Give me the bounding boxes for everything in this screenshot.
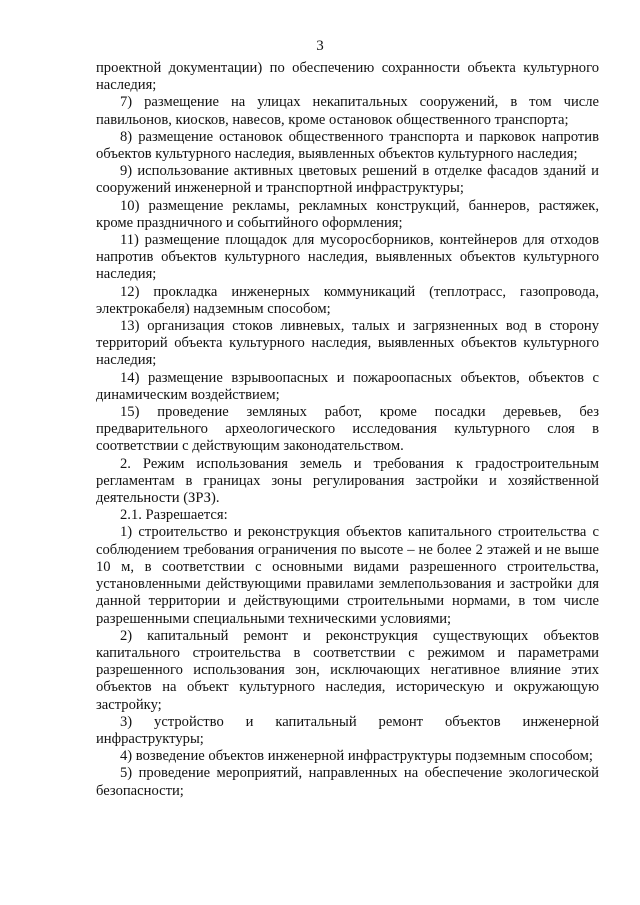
paragraph-item-13: 13) организация стоков ливневых, талых и загрязненных вод в сторону территорий объекта культурного наследия, выявленных объектов культурного наследия;	[96, 318, 599, 369]
paragraph-item-7: 7) размещение на улицах некапитальных сооружений, в том числе павильонов, киосков, навесов, кроме остановок общественного транспорта;	[96, 94, 599, 128]
paragraph-item-10: 10) размещение рекламы, рекламных конструкций, баннеров, растяжек, кроме праздничного и событийного оформления;	[96, 197, 599, 231]
paragraph-item-9: 9) использование активных цветовых решений в отделке фасадов зданий и сооружений инженерной и транспортной инфраструктуры;	[96, 163, 599, 197]
allowed-item-4: 4) возведение объектов инженерной инфраструктуры подземным способом;	[120, 748, 593, 765]
paragraph-item-11: 11) размещение площадок для мусоросборников, контейнеров для отходов напротив объектов культурного наследия, выявленных объектов культурного наследия;	[96, 232, 599, 283]
paragraph-item-14: 14) размещение взрывоопасных и пожароопасных объектов, объектов с динамическим воздействием;	[96, 369, 599, 403]
paragraph-item-15: 15) проведение земляных работ, кроме посадки деревьев, без предварительного археологического исследования культурного слоя в соответствии с действующим законодательством.	[96, 404, 599, 455]
page-number: 3	[316, 38, 324, 54]
paragraph-continuation: проектной документации) по обеспечению сохранности объекта культурного наследия;	[96, 60, 599, 94]
paragraph-item-8: 8) размещение остановок общественного транспорта и парковок напротив объектов культурного наследия, выявленных объектов культурного наследия;	[96, 128, 599, 163]
document-body	[96, 60, 599, 800]
allowed-item-5: 5) проведение мероприятий, направленных на обеспечение экологической безопасности;	[96, 765, 599, 799]
allowed-item-1: 1) строительство и реконструкция объектов капитального строительства с соблюдением требования ограничения по высоте – не более 2 этажей и не выше 10 м, в соответствии с основными видами разрешенного строительства, установленными действующими правилами землепользования и застройки для данной территории и действующими строительными нормами, в том числе разрешенными специальными техническими условиями;	[96, 524, 599, 627]
paragraph-item-12: 12) прокладка инженерных коммуникаций (теплотрасс, газопровода, электрокабеля) надземным способом;	[96, 283, 599, 317]
allowed-item-2: 2) капитальный ремонт и реконструкция существующих объектов капитального строительства в соответствии с режимом и параметрами разрешенного использования зон, исключающих негативное влияние этих объектов на объект культурного наследия, историческую и окружающую застройку;	[96, 627, 599, 713]
subsection-2-1-heading: 2.1. Разрешается:	[120, 507, 228, 524]
allowed-item-3: 3) устройство и капитальный ремонт объектов инженерной инфраструктуры;	[96, 713, 599, 747]
section-2-heading: 2. Режим использования земель и требования к градостроительным регламентам в границах зоны регулирования застройки и хозяйственной деятельности (ЗРЗ).	[96, 455, 599, 507]
